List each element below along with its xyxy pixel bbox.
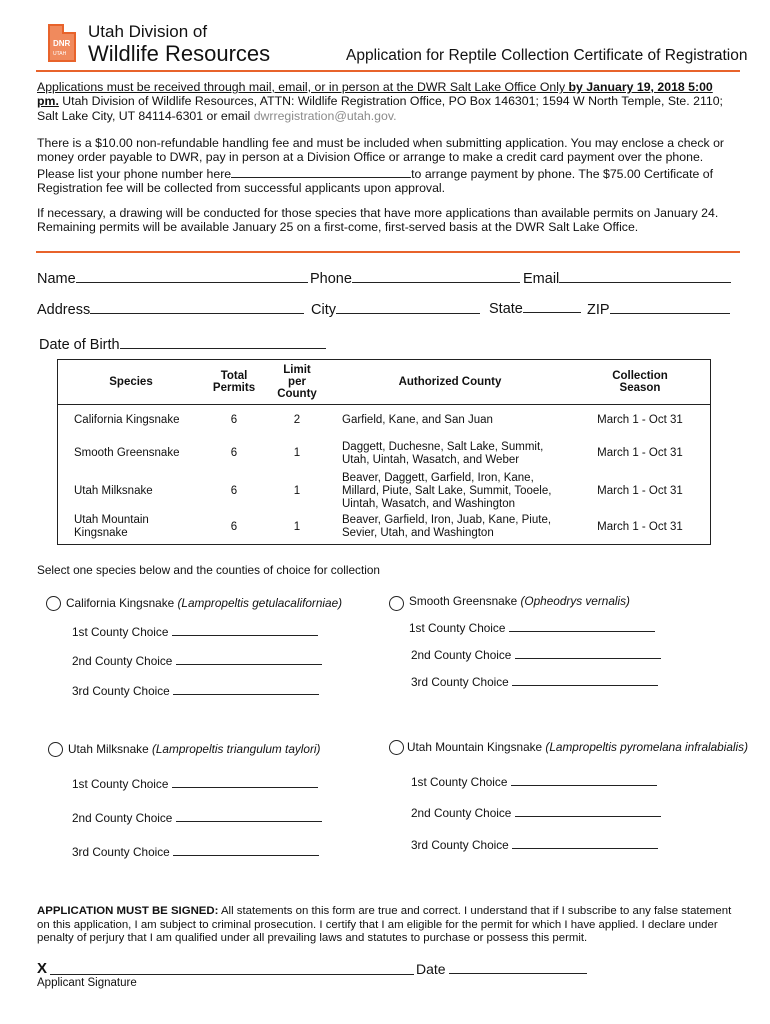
email-link[interactable]: dwrregistration@utah.gov.: [253, 108, 397, 123]
mailing-address: Utah Division of Wildlife Resources, ATTN: Wildlife Registration Office, PO Box 146301; 1594 W North Temple, Ste. 2110; Salt Lake City, UT 84114-6301 or email: [37, 94, 723, 123]
row-county: Garfield, Kane, and San Juan: [342, 413, 493, 426]
option-california-kingsnake: California Kingsnake (Lampropeltis getulacaliforniae): [66, 596, 343, 610]
header-divider: [36, 70, 740, 72]
drawing-instructions: If necessary, a drawing will be conducted for those species that have more applications than available permits on January 24. Remaining permits will be available January 25 on a first-come, first-served basis at the DWR Salt Lake Office.: [37, 206, 719, 235]
form-title: Application for Reptile Collection Certificate of Registration: [346, 47, 748, 64]
name-label: Name: [37, 271, 76, 287]
phone-input[interactable]: [352, 268, 520, 283]
county-choice-1: 1st County Choice: [72, 625, 318, 639]
date-label: Date: [416, 961, 446, 977]
county-choice-input[interactable]: [511, 775, 657, 786]
row-county: Beaver, Garfield, Iron, Juab, Kane, Piute, Sevier, Utah, and Washington: [342, 514, 552, 540]
org-line2: Wildlife Resources: [88, 41, 271, 66]
phone-field: [310, 268, 520, 287]
state-input[interactable]: [523, 298, 581, 313]
row-species: Utah Milksnake: [74, 484, 153, 497]
col-collection-season: Collection Season: [570, 360, 711, 405]
signature-statement: [37, 905, 737, 946]
date-field: [416, 960, 587, 977]
city-label: City: [311, 302, 336, 318]
table-row: [58, 472, 711, 511]
county-choice-3: 3rd County Choice: [72, 845, 319, 859]
fee-text-before: There is a $10.00 non-refundable handling fee and must be included when submitting application. You may enclose a check or money order payable to DWR, pay in person at a Division Office or arrange to make a credit card payment over the phone. Please list your phone number here: [37, 136, 725, 181]
option-utah-mountain-kingsnake: Utah Mountain Kingsnake (Lampropeltis pyromelana infralabialis): [407, 740, 748, 754]
radio-utah-milksnake[interactable]: [48, 742, 63, 757]
county-choice-2: 2nd County Choice: [411, 648, 661, 662]
table-header-row: [58, 360, 711, 405]
row-season: March 1 - Oct 31: [597, 447, 683, 459]
fee-instructions: [37, 136, 737, 195]
certification-text: All statements on this form are true and correct. I understand that if I subscribe to any false statement on this application, I am subject to criminal prosecution. I certify that I am eligible for the permit for which I have applied. I declare under penalty of perjury that I am qualified under all prevailing laws and statutes to purchase or possess this permit.: [37, 905, 732, 945]
radio-smooth-greensnake[interactable]: [389, 596, 404, 611]
utah-state-logo-icon: [44, 20, 80, 66]
row-season: March 1 - Oct 31: [597, 484, 683, 497]
signature-x-mark: X: [37, 960, 48, 977]
row-species: Utah Mountain Kingsnake: [74, 514, 149, 540]
address-label: Address: [37, 302, 91, 318]
date-input[interactable]: [449, 960, 587, 974]
row-species: California Kingsnake: [74, 413, 180, 426]
county-choice-1: 1st County Choice: [72, 777, 318, 791]
fee-text-after: to arrange payment by phone. The $75.00 Certificate of Registration fee will be collected from successful applicants upon approval.: [37, 166, 714, 195]
address-input[interactable]: [90, 299, 304, 314]
county-choice-input[interactable]: [515, 648, 661, 659]
county-choice-input[interactable]: [176, 654, 322, 665]
email-input[interactable]: [559, 268, 731, 283]
table-row: [58, 511, 711, 545]
county-choice-input[interactable]: [176, 811, 322, 822]
section-divider: [36, 251, 740, 253]
phone-number-blank[interactable]: [231, 165, 411, 178]
submission-instructions: [37, 80, 737, 123]
name-field: [37, 268, 308, 287]
county-choice-input[interactable]: [512, 838, 658, 849]
county-choice-1: 1st County Choice: [409, 621, 655, 635]
county-choice-input[interactable]: [512, 675, 658, 686]
dwr-logo: [44, 20, 80, 66]
county-choice-2: 2nd County Choice: [72, 654, 322, 668]
row-limit: 1: [293, 484, 301, 497]
county-choice-input[interactable]: [515, 806, 661, 817]
zip-label: ZIP: [587, 302, 610, 318]
row-total: 6: [230, 520, 238, 533]
county-choice-input[interactable]: [173, 845, 319, 856]
radio-utah-mountain-kingsnake[interactable]: [389, 740, 404, 755]
row-county: Daggett, Duchesne, Salt Lake, Summit, Utah, Uintah, Wasatch, and Weber: [342, 440, 544, 466]
option-utah-milksnake: Utah Milksnake (Lampropeltis triangulum taylori): [68, 742, 321, 756]
row-limit: 1: [293, 520, 301, 533]
row-season: March 1 - Oct 31: [597, 520, 683, 533]
table-row: [58, 436, 711, 472]
col-authorized-county: Authorized County: [330, 360, 570, 405]
dob-label: Date of Birth: [39, 337, 120, 353]
county-choice-3: 3rd County Choice: [411, 675, 658, 689]
email-field: [523, 268, 731, 287]
radio-california-kingsnake[interactable]: [46, 596, 61, 611]
col-species: Species: [58, 360, 205, 405]
phone-label: Phone: [310, 271, 352, 287]
col-limit-per-county: Limit per County: [264, 360, 330, 405]
city-input[interactable]: [336, 299, 480, 314]
county-choice-input[interactable]: [172, 625, 318, 636]
county-choice-3: 3rd County Choice: [72, 684, 319, 698]
row-total: 6: [230, 413, 238, 426]
address-field: [37, 299, 304, 318]
zip-input[interactable]: [610, 299, 730, 314]
row-limit: 2: [293, 413, 301, 426]
county-choice-2: 2nd County Choice: [72, 811, 322, 825]
row-total: 6: [230, 484, 238, 497]
state-label: State: [489, 301, 523, 317]
county-choice-input[interactable]: [173, 684, 319, 695]
row-limit: 1: [293, 447, 301, 459]
deadline: by January 19, 2018 5:00 pm.: [37, 80, 713, 109]
county-choice-input[interactable]: [509, 621, 655, 632]
logo-text: DNR: [53, 39, 71, 48]
state-field: [489, 298, 581, 317]
dob-field: [39, 334, 326, 353]
row-season: March 1 - Oct 31: [597, 413, 683, 426]
county-choice-3: 3rd County Choice: [411, 838, 658, 852]
county-choice-1: 1st County Choice: [411, 775, 657, 789]
svg-text:UTAH: UTAH: [53, 51, 67, 57]
col-total-permits: Total Permits: [204, 360, 264, 405]
table-row: [58, 405, 711, 436]
county-choice-2: 2nd County Choice: [411, 806, 661, 820]
option-smooth-greensnake: Smooth Greensnake (Opheodrys vernalis): [409, 594, 630, 608]
row-county: Beaver, Daggett, Garfield, Iron, Kane, Millard, Piute, Salt Lake, Summit, Tooele, Uintah, Wasatch, and Washington: [342, 471, 552, 510]
county-choice-input[interactable]: [172, 777, 318, 788]
email-label: Email: [523, 271, 560, 287]
dob-input[interactable]: [120, 334, 326, 349]
name-input[interactable]: [76, 268, 308, 283]
row-species: Smooth Greensnake: [74, 447, 180, 459]
signature-input[interactable]: [50, 960, 414, 975]
signature-requirement: APPLICATION MUST BE SIGNED:: [37, 905, 219, 917]
org-line1: Utah Division of: [88, 22, 208, 41]
permit-table: [57, 359, 711, 545]
submission-requirement: Applications must be received through mail, email, or in person at the DWR Salt Lake Office Only: [37, 80, 569, 94]
zip-field: [587, 299, 730, 318]
selection-instruction: Select one species below and the counties of choice for collection: [37, 563, 380, 577]
city-field: [311, 299, 480, 318]
signature-label: Applicant Signature: [37, 977, 137, 989]
row-total: 6: [230, 447, 238, 459]
